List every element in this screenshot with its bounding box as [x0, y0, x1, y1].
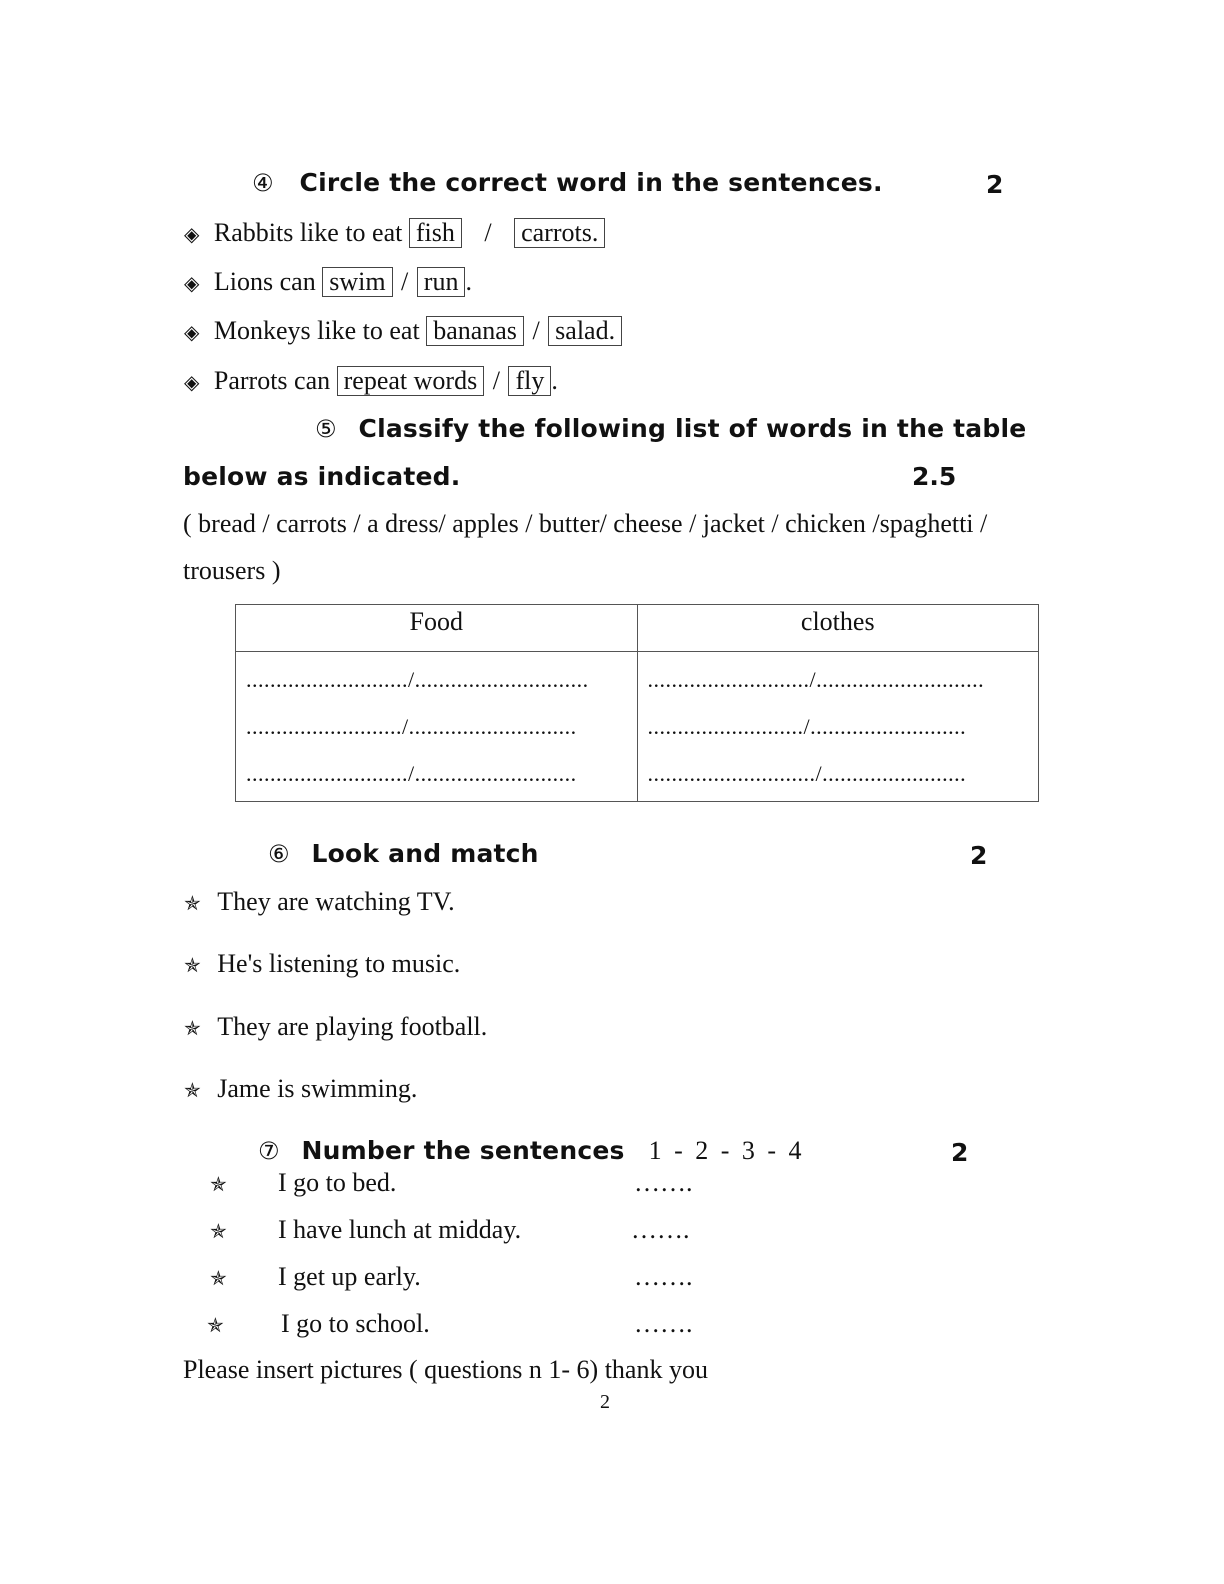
q5-number: ⑤ [315, 415, 337, 443]
table-header-row [236, 605, 1039, 652]
q4-header [252, 168, 883, 197]
q4-option-box[interactable]: bananas [426, 316, 524, 346]
q5-word-list-line2: trousers ) [183, 556, 281, 585]
star-bullet-icon: ✯ [210, 1219, 227, 1243]
clothes-blank-line[interactable]: ............................/........................ [647, 761, 967, 786]
q4-item-text: Monkeys like to eat [213, 316, 420, 345]
star-bullet-icon: ✯ [210, 1172, 227, 1196]
q6-points: 2 [970, 841, 988, 870]
q4-item-1 [184, 218, 605, 248]
q7-item-blank[interactable]: ……. [634, 1309, 693, 1338]
q7-sequence: 1 - 2 - 3 - 4 [648, 1136, 802, 1165]
q4-option-box[interactable]: salad. [548, 316, 622, 346]
star-bullet-icon: ✯ [184, 891, 201, 915]
food-column [236, 652, 638, 802]
q4-item-3 [184, 316, 622, 346]
food-blank-line[interactable]: .........................../........................... [246, 761, 577, 786]
q6-header [268, 839, 539, 868]
q7-item [210, 1215, 227, 1245]
q7-number: ⑦ [258, 1137, 280, 1165]
table-body-row [236, 652, 1039, 802]
q5-points: 2.5 [912, 462, 957, 491]
footer-note: Please insert pictures ( questions n 1- 6) thank you [183, 1355, 708, 1384]
q4-item-end: . [465, 267, 472, 296]
q7-item-text: I get up early. [278, 1262, 421, 1291]
q5-header [315, 414, 1026, 443]
q4-item-end: . [551, 366, 558, 395]
q4-number: ④ [252, 169, 274, 197]
q4-item-text: Parrots can [213, 366, 331, 395]
q4-option-box[interactable]: repeat words [337, 366, 485, 396]
q7-item [210, 1168, 227, 1198]
star-bullet-icon: ✯ [184, 1078, 201, 1102]
q5-title-line1: Classify the following list of words in the table [358, 414, 1027, 443]
q7-item-text: I have lunch at midday. [278, 1215, 522, 1244]
q6-item-text: He's listening to music. [217, 949, 461, 978]
clothes-column [637, 652, 1039, 802]
q6-item-text: They are watching TV. [217, 887, 455, 916]
q6-item [184, 887, 455, 917]
q4-separator: / [492, 366, 500, 395]
star-bullet-icon: ✯ [184, 953, 201, 977]
q7-item-blank[interactable]: ……. [634, 1262, 693, 1291]
q4-option-box[interactable]: carrots. [514, 218, 605, 248]
q6-number: ⑥ [268, 840, 290, 868]
food-blank-line[interactable]: ........................../............................ [246, 714, 577, 739]
q4-title: Circle the correct word in the sentences. [299, 168, 883, 197]
q7-item [207, 1309, 224, 1339]
star-bullet-icon: ✯ [184, 1016, 201, 1040]
q7-item-text: I go to bed. [278, 1168, 397, 1197]
q7-item-blank[interactable]: ……. [631, 1215, 690, 1244]
star-bullet-icon: ✯ [210, 1266, 227, 1290]
q4-separator: / [401, 267, 409, 296]
star-bullet-icon: ✯ [207, 1313, 224, 1337]
diamond-bullet-icon: ◈ [184, 271, 200, 295]
q6-item [184, 1012, 487, 1042]
q4-option-box[interactable]: swim [322, 267, 392, 297]
table-header-food: Food [236, 605, 638, 652]
q4-separator: / [484, 218, 492, 247]
q7-header [258, 1136, 802, 1166]
q7-item-text: I go to school. [281, 1309, 430, 1338]
page-number: 2 [600, 1391, 610, 1413]
diamond-bullet-icon: ◈ [184, 222, 200, 246]
q4-item-4 [184, 366, 558, 396]
table-header-clothes: clothes [637, 605, 1039, 652]
q7-item-blank[interactable]: ……. [634, 1168, 693, 1197]
q6-item-text: Jame is swimming. [217, 1074, 418, 1103]
q5-word-list-line1: ( bread / carrots / a dress/ apples / butter/ cheese / jacket / chicken /spaghetti / [183, 509, 988, 538]
q4-item-2 [184, 267, 472, 297]
clothes-blank-line[interactable]: .........................../............................ [647, 667, 985, 692]
q7-points: 2 [951, 1138, 969, 1167]
q4-separator: / [532, 316, 540, 345]
q6-title: Look and match [311, 839, 539, 868]
q6-item [184, 1074, 417, 1104]
q4-option-box[interactable]: fish [409, 218, 462, 248]
classification-table [235, 604, 1039, 802]
q7-title: Number the sentences [301, 1136, 625, 1165]
q4-option-box[interactable]: fly [508, 366, 551, 396]
q4-points: 2 [986, 170, 1004, 199]
diamond-bullet-icon: ◈ [184, 320, 200, 344]
q6-item [184, 949, 460, 979]
q5-title-line2: below as indicated. [183, 462, 461, 491]
food-blank-line[interactable]: .........................../............................. [246, 667, 589, 692]
q4-item-text: Lions can [213, 267, 316, 296]
q7-item [210, 1262, 227, 1292]
q4-option-box[interactable]: run [417, 267, 466, 297]
clothes-blank-line[interactable]: ........................../.......................... [647, 714, 967, 739]
q4-item-text: Rabbits like to eat [213, 218, 403, 247]
q6-item-text: They are playing football. [217, 1012, 488, 1041]
diamond-bullet-icon: ◈ [184, 370, 200, 394]
